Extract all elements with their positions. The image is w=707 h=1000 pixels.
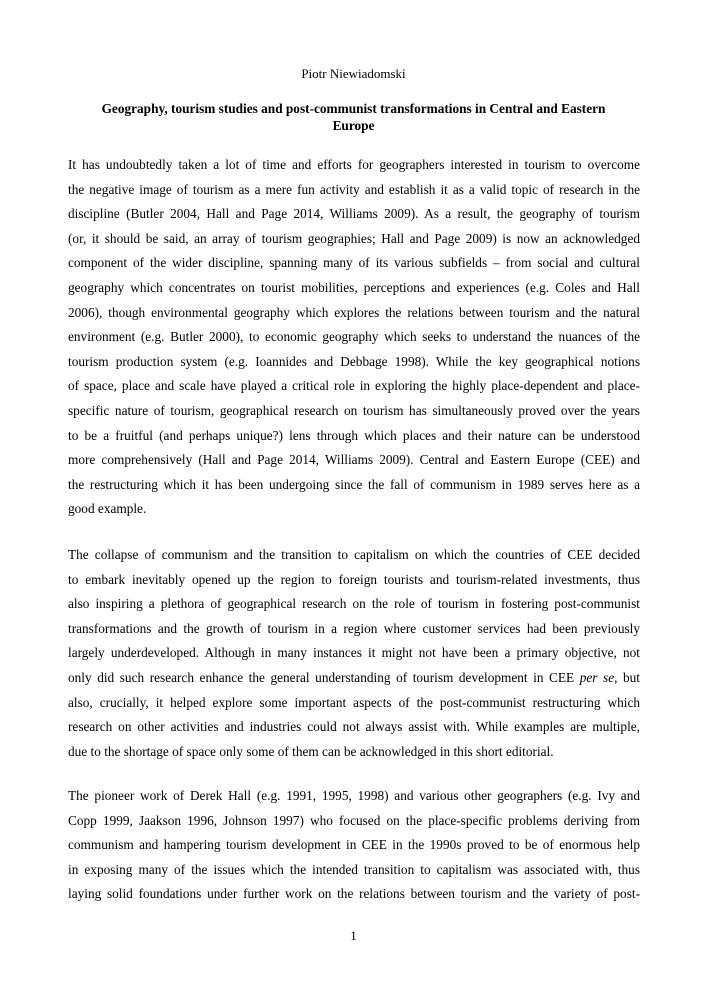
paragraph-line: laying solid foundations under further work on the relations between tourism and the variety of post- [68,886,640,902]
line-text: only did such research enhance the general understanding of tourism development in CEE [68,669,580,685]
paragraph-line: specific nature of tourism, geographical research on tourism has simultaneously proved over the years [68,402,640,418]
paragraph-2 [68,543,640,764]
paragraph-line: communism and hampering tourism development in CEE in the 1990s proved to be of enormous help [68,837,640,853]
paragraph-3 [68,784,640,907]
paragraph-line: transformations and the growth of tourism in a region where customer services had been previously [68,620,640,636]
paragraph-line: in exposing many of the issues which the intended transition to capitalism was associated with, thus [68,861,640,877]
paragraph-line: the negative image of tourism as a mere fun activity and establish it as a valid topic of research in the [68,181,640,197]
page-number: 1 [350,928,357,943]
paragraph-line: environment (e.g. Butler 2000), to economic geography which seeks to understand the nuances of the [68,329,640,345]
paragraph-line: largely underdeveloped. Although in many instances it might not have been a primary objective, not [68,645,640,661]
paragraph-line: the restructuring which it has been undergoing since the fall of communism in 1989 serves here as a [68,476,640,492]
paragraph-line: also inspiring a plethora of geographical research on the role of tourism in fostering post-communist [68,596,640,612]
paragraph-line-with-italic [68,666,640,691]
paragraph-line: geography which concentrates on tourist mobilities, perceptions and experiences (e.g. Coles and Hall [68,279,640,295]
author-name: Piotr Niewiadomski [301,66,406,81]
paragraph-line: discipline (Butler 2004, Hall and Page 2014, Williams 2009). As a result, the geography of tourism [68,206,640,222]
paragraph-line: good example. [68,501,147,517]
paragraph-line: more comprehensively (Hall and Page 2014, Williams 2009). Central and Eastern Europe (CEE) and [68,452,640,468]
paragraph-line: Copp 1999, Jaakson 1996, Johnson 1997) who focused on the place-specific problems deriving from [68,812,640,828]
paragraph-line: due to the shortage of space only some of them can be acknowledged in this short editorial. [68,743,554,759]
paragraph-line: to embark inevitably opened up the region to foreign tourists and tourism-related investments, thus [68,571,640,587]
paragraph-line: to be a fruitful (and perhaps unique?) lens through which places and their nature can be understood [68,427,640,443]
paragraph-line: The collapse of communism and the transition to capitalism on which the countries of CEE decided [68,547,640,562]
italic-phrase: per se [579,669,615,685]
document-title [70,100,637,134]
paragraph-line: 2006), though environmental geography which explores the relations between tourism and the natural [68,304,640,320]
paragraph-1 [68,153,640,522]
paragraph-line: of space, place and scale have played a critical role in exploring the highly place-dependent and place- [68,378,640,394]
title-line-1: Geography, tourism studies and post-communist transformations in Central and Eastern [101,101,606,116]
title-line-2: Europe [332,118,375,133]
paragraph-line: also, crucially, it helped explore some important aspects of the post-communist restructuring which [68,694,640,710]
line-text-end: , but [614,669,640,685]
paragraph-line: The pioneer work of Derek Hall (e.g. 1991, 1995, 1998) and various other geographers (e.g. Ivy and [68,788,640,803]
paragraph-line: research on other activities and industries could not always assist with. While examples are multiple, [68,719,640,735]
paragraph-line: It has undoubtedly taken a lot of time and efforts for geographers interested in tourism to overcome [68,157,640,172]
paragraph-line: (or, it should be said, an array of tourism geographies; Hall and Page 2009) is now an acknowledged [68,230,640,246]
paragraph-line: tourism production system (e.g. Ioannides and Debbage 1998). While the key geographical notions [68,353,640,369]
paragraph-line: component of the wider discipline, spanning many of its various subfields – from social and cultural [68,255,640,271]
